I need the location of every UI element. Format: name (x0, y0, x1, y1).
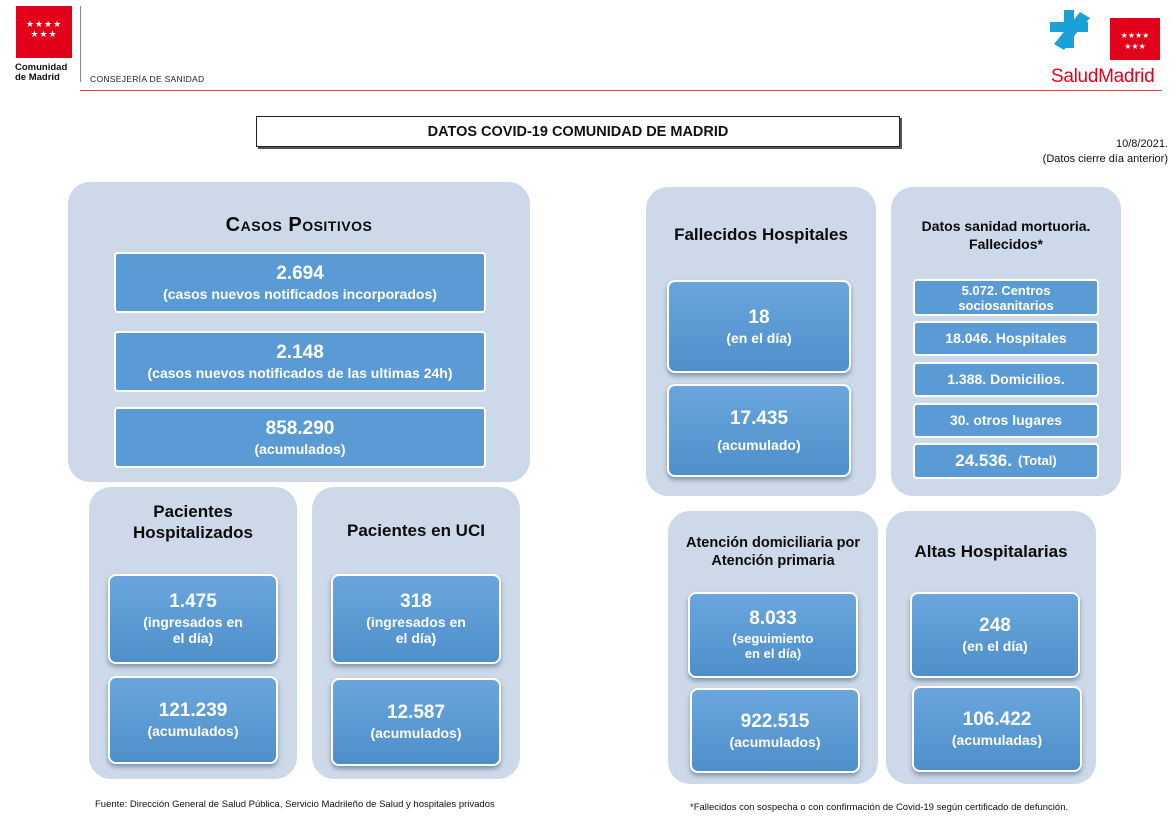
hospitalizados-title (89, 501, 297, 543)
mortuoria-centros-line2: sociosanitarios (958, 297, 1054, 313)
fallecidos-dia-value: 18 (748, 306, 770, 328)
mortuoria-total-label: (Total) (1017, 453, 1057, 469)
hospitalizados-title-line1: Pacientes (153, 502, 233, 521)
date-value: 10/8/2021. (1116, 138, 1168, 150)
atencion-dia-value: 8.033 (749, 608, 797, 629)
hospitalizados-acumulados-value: 121.239 (158, 700, 228, 722)
mortuoria-title-line1: Datos sanidad mortuoria. (921, 218, 1091, 234)
uci-title: Pacientes en UCI (347, 521, 485, 540)
casos-positivos-title: Casos Positivos (225, 214, 373, 236)
organization-name-line1: Comunidad (15, 62, 68, 73)
fallecidos-dia-label: (en el día) (726, 329, 792, 346)
fallecidos-acumulado-value: 17.435 (729, 407, 789, 429)
report-date (1043, 137, 1168, 167)
hospitalizados-acumulados-box (108, 676, 278, 764)
hospitalizados-dia-label1: (ingresados en (143, 613, 243, 630)
hospitalizados-dia-label2: el día) (172, 630, 214, 647)
uci-acumulados-value: 12.587 (386, 702, 446, 724)
uci-acumulados-box (331, 678, 501, 766)
altas-panel (886, 511, 1096, 784)
atencion-domiciliaria-title (668, 534, 878, 570)
atencion-acumulados-label: (acumulados) (729, 733, 821, 750)
fallecidos-acumulado-box (667, 384, 851, 477)
altas-acumuladas-value: 106.422 (962, 709, 1032, 731)
header-rule (80, 90, 1162, 91)
department-name: CONSEJERÍA DE SANIDAD (90, 74, 205, 84)
altas-dia-value: 248 (979, 615, 1011, 637)
organization-name-line2: de Madrid (15, 72, 60, 83)
hospitalizados-panel (89, 487, 297, 779)
atencion-dia-label1: (seguimiento (732, 630, 814, 646)
casos-incorporados-value: 2.694 (276, 262, 324, 284)
altas-dia-label: (en el día) (962, 638, 1028, 654)
casos-24h-value: 2.148 (276, 341, 324, 363)
atencion-domiciliaria-title-line2: Atención primaria (711, 553, 835, 569)
casos-incorporados-box (114, 252, 486, 313)
uci-dia-value: 318 (400, 590, 432, 612)
altas-acumuladas-box (912, 686, 1082, 772)
casos-acumulados-value: 858.290 (265, 417, 335, 439)
atencion-dia-label2: en el día) (744, 646, 802, 662)
atencion-acumulados-box (690, 688, 860, 773)
atencion-acumulados-value: 922.515 (740, 710, 810, 732)
altas-acumuladas-label: (acumuladas) (951, 732, 1043, 748)
mortuoria-hospitales-box: 18.046. Hospitales (913, 321, 1099, 356)
hospitalizados-dia-box (108, 574, 278, 664)
svg-text:★★★★: ★★★★ (1120, 31, 1150, 40)
casos-acumulados-label: (acumulados) (254, 440, 346, 457)
uci-dia-label1: (ingresados en (366, 613, 466, 630)
comunidad-madrid-flag-logo (16, 6, 72, 58)
brand-name: SaludMadrid (1051, 66, 1155, 87)
casos-incorporados-label: (casos nuevos notificados incorporados) (163, 285, 437, 302)
altas-dia-box (910, 592, 1080, 678)
uci-dia-box (331, 574, 501, 664)
source-footnote: Fuente: Dirección General de Salud Pública, Servicio Madrileño de Salud y hospitales privados (95, 799, 495, 810)
mortuoria-panel (891, 187, 1121, 496)
atencion-domiciliaria-title-line1: Atención domiciliaria por (685, 535, 861, 551)
uci-panel (312, 487, 520, 779)
altas-title: Altas Hospitalarias (914, 542, 1068, 561)
page-title: DATOS COVID-19 COMUNIDAD DE MADRID (256, 116, 900, 147)
hospitalizados-title-line2: Hospitalizados (133, 523, 253, 542)
mortuoria-otros-box: 30. otros lugares (913, 403, 1099, 438)
mortuoria-total-value: 24.536. (955, 450, 1012, 470)
mortuoria-centros-box (913, 279, 1099, 316)
deaths-footnote: *Fallecidos con sospecha o con confirmación de Covid-19 según certificado de defunción. (690, 802, 1069, 813)
fallecidos-acumulado-label: (acumulado) (717, 436, 801, 453)
header-divider (80, 6, 81, 82)
atencion-domiciliaria-panel (668, 511, 878, 784)
fallecidos-hospitales-panel (646, 187, 876, 496)
fallecidos-dia-box (667, 280, 851, 373)
date-note: (Datos cierre día anterior) (1042, 153, 1168, 165)
casos-positivos-panel (68, 182, 530, 482)
mortuoria-domicilios-box: 1.388. Domicilios. (913, 362, 1099, 397)
atencion-dia-box (688, 592, 858, 678)
casos-acumulados-box (114, 407, 486, 468)
uci-dia-label2: el día) (395, 630, 437, 647)
mortuoria-title (891, 217, 1121, 253)
uci-acumulados-label: (acumulados) (370, 725, 462, 741)
hospitalizados-acumulados-label: (acumulados) (147, 723, 239, 739)
organization-name (15, 63, 67, 83)
mortuoria-total-box (913, 443, 1099, 479)
casos-24h-box (114, 331, 486, 392)
mortuoria-title-line2: Fallecidos* (969, 236, 1043, 252)
casos-24h-label: (casos nuevos notificados de las ultimas 24h) (147, 364, 453, 381)
flag-stars-icon: ★★★★ ★★★ (25, 20, 63, 40)
fallecidos-hospitales-title: Fallecidos Hospitales (674, 225, 848, 244)
hospitalizados-dia-value: 1.475 (169, 590, 217, 612)
mortuoria-centros-line1: 5.072. Centros (961, 282, 1051, 298)
svg-text:★★★: ★★★ (1124, 42, 1146, 51)
